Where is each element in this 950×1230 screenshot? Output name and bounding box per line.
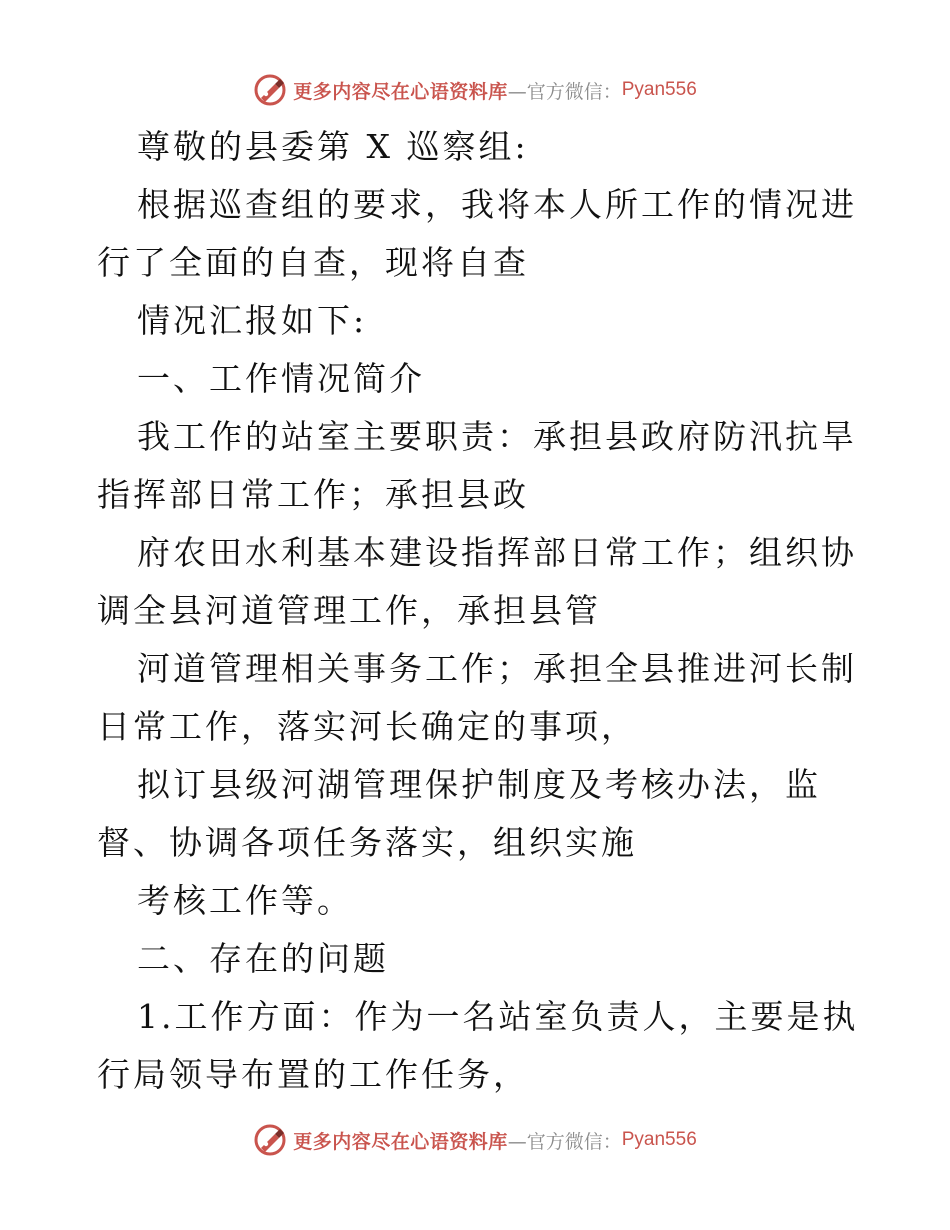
body-paragraph: 府农田水利基本建设指挥部日常工作；组织协调全县河道管理工作，承担县管 xyxy=(97,533,857,630)
body-paragraph: 我工作的站室主要职责：承担县政府防汛抗旱指挥部日常工作；承担县政 xyxy=(97,417,857,514)
body-paragraph: 根据巡查组的要求，我将本人所工作的情况进行了全面的自查，现将自查 xyxy=(97,185,857,282)
body-paragraph: 考核工作等。 xyxy=(137,881,353,920)
section-heading-2: 二、存在的问题 xyxy=(137,939,389,978)
section-heading-1: 一、工作情况简介 xyxy=(137,359,425,398)
header-watermark-banner xyxy=(0,72,950,108)
banner-wechat-id: Pyan556 xyxy=(621,1129,697,1150)
banner-main-text: 更多内容尽在心语资料库 xyxy=(293,1130,508,1153)
pen-logo-icon xyxy=(253,73,287,107)
body-paragraph: 情况汇报如下: xyxy=(137,301,368,340)
footer-watermark-banner xyxy=(0,1122,950,1158)
body-paragraph: 拟订县级河湖管理保护制度及考核办法，监督、协调各项任务落实，组织实施 xyxy=(97,765,821,862)
body-paragraph: 1.工作方面：作为一名站室负责人，主要是执行局领导布置的工作任务， xyxy=(97,997,859,1094)
banner-main-text: 更多内容尽在心语资料库 xyxy=(293,80,508,103)
body-paragraph: 河道管理相关事务工作；承担全县推进河长制日常工作，落实河长确定的事项， xyxy=(97,649,857,746)
document-body xyxy=(97,118,867,1104)
salutation: 尊敬的县委第 X 巡察组: xyxy=(137,127,529,166)
banner-separator-text: —官方微信： xyxy=(507,80,622,103)
pen-logo-icon xyxy=(253,1123,287,1157)
banner-wechat-id: Pyan556 xyxy=(621,79,697,100)
banner-separator-text: —官方微信： xyxy=(507,1130,622,1153)
